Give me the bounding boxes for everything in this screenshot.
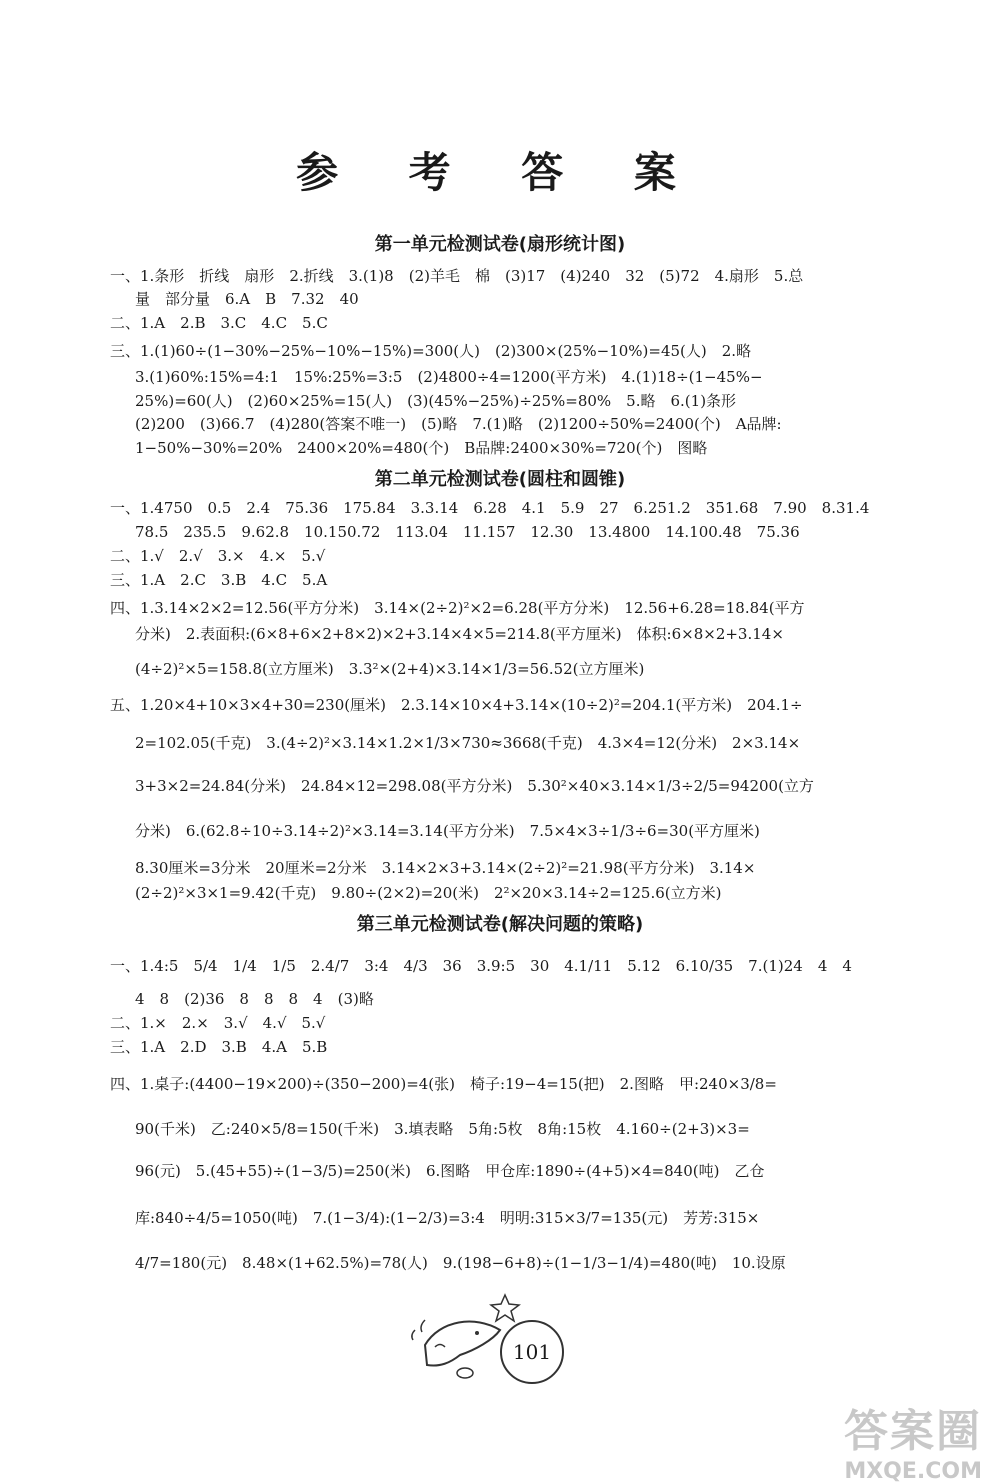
answer-line: 一、1.4750 0.5 2.4 75.36 175.84 3.3.14 6.28 4.1 5.9 27 6.251.2 351.68 7.90 8.31.4 bbox=[110, 499, 870, 517]
answer-line: 4/7=180(元) 8.48×(1+62.5%)=78(人) 9.(198−6+8)÷(1−1/3−1/4)=480(吨) 10.设原 bbox=[135, 1254, 786, 1272]
answer-line: 78.5 235.5 9.62.8 10.150.72 113.04 11.157 12.30 13.4800 14.100.48 75.36 bbox=[135, 523, 800, 541]
answer-line: 四、1.桌子:(4400−19×200)÷(350−200)=4(张) 椅子:19−4=15(把) 2.图略 甲:240×3/8= bbox=[110, 1075, 777, 1093]
section-heading-1: 第一单元检测试卷(扇形统计图) bbox=[374, 234, 626, 255]
answer-line: (2÷2)²×3×1=9.42(千克) 9.80÷(2×2)=20(米) 2²×20×3.14÷2=125.6(立方米) bbox=[135, 884, 722, 902]
answer-line: 96(元) 5.(45+55)÷(1−3/5)=250(米) 6.图略 甲仓库:1890÷(4+5)×4=840(吨) 乙仓 bbox=[135, 1162, 765, 1180]
answer-line: 3.(1)60%:15%=4:1 15%:25%=3:5 (2)4800÷4=1200(平方米) 4.(1)18÷(1−45%− bbox=[135, 368, 763, 386]
answer-line: 二、1.× 2.× 3.√ 4.√ 5.√ bbox=[110, 1014, 326, 1032]
answer-line: 三、1.A 2.D 3.B 4.A 5.B bbox=[110, 1038, 328, 1056]
answer-line: 四、1.3.14×2×2=12.56(平方分米) 3.14×(2÷2)²×2=6.28(平方分米) 12.56+6.28=18.84(平方 bbox=[110, 599, 805, 617]
answer-line: 二、1.√ 2.√ 3.× 4.× 5.√ bbox=[110, 547, 326, 565]
answer-line: (4÷2)²×5=158.8(立方厘米) 3.3²×(2+4)×3.14×1/3=56.52(立方厘米) bbox=[135, 660, 645, 678]
answer-line: 三、1.(1)60÷(1−30%−25%−10%−15%)=300(人) (2)300×(25%−10%)=45(人) 2.略 bbox=[110, 342, 752, 360]
answer-line: 2=102.05(千克) 3.(4÷2)²×3.14×1.2×1/3×730≈3668(千克) 4.3×4=12(分米) 2×3.14× bbox=[135, 734, 801, 752]
watermark-logo bbox=[844, 1395, 982, 1484]
answer-line: 3+3×2=24.84(分米) 24.84×12=298.08(平方分米) 5.30²×40×3.14×1/3÷2/5=94200(立方 bbox=[135, 777, 814, 795]
answer-line: 4 8 (2)36 8 8 8 4 (3)略 bbox=[135, 990, 374, 1008]
answer-line: 三、1.A 2.C 3.B 4.C 5.A bbox=[110, 571, 328, 589]
page-title: 参 考 答 案 bbox=[296, 148, 704, 197]
watermark-main: 答案圈 bbox=[844, 1406, 982, 1457]
answer-line: (2)200 (3)66.7 (4)280(答案不唯一) (5)略 7.(1)略 (2)1200÷50%=2400(个) A品牌: bbox=[135, 415, 782, 433]
section-heading-3: 第三单元检测试卷(解决问题的策略) bbox=[356, 914, 644, 935]
answer-line: 25%)=60(人) (2)60×25%=15(人) (3)(45%−25%)÷25%=80% 5.略 6.(1)条形 bbox=[135, 392, 737, 410]
watermark-sub: MXQE.COM bbox=[844, 1459, 982, 1484]
section-heading-2: 第二单元检测试卷(圆柱和圆锥) bbox=[374, 469, 626, 490]
answer-line: 二、1.A 2.B 3.C 4.C 5.C bbox=[110, 314, 328, 332]
answer-line: 库:840÷4/5=1050(吨) 7.(1−3/4):(1−2/3)=3:4 明明:315×3/7=135(元) 芳芳:315× bbox=[135, 1209, 760, 1227]
answer-line: 量 部分量 6.A B 7.32 40 bbox=[135, 290, 359, 308]
answer-line: 90(千米) 乙:240×5/8=150(千米) 3.填表略 5角:5枚 8角:15枚 4.160÷(2+3)×3= bbox=[135, 1120, 750, 1138]
answer-line: 1−50%−30%=20% 2400×20%=480(个) B品牌:2400×30%=720(个) 图略 bbox=[135, 439, 708, 457]
page-number: 101 bbox=[500, 1320, 564, 1384]
answer-line: 分米) 2.表面积:(6×8+6×2+8×2)×2+3.14×4×5=214.8(平方厘米) 体积:6×8×2+3.14× bbox=[135, 625, 784, 643]
answer-line: 五、1.20×4+10×3×4+30=230(厘米) 2.3.14×10×4+3.14×(10÷2)²=204.1(平方米) 204.1÷ bbox=[110, 696, 803, 714]
answer-line: 8.30厘米=3分米 20厘米=2分米 3.14×2×3+3.14×(2÷2)²=21.98(平方分米) 3.14× bbox=[135, 859, 756, 877]
answer-line: 分米) 6.(62.8÷10÷3.14÷2)²×3.14=3.14(平方分米) 7.5×4×3÷1/3÷6=30(平方厘米) bbox=[135, 822, 760, 840]
answer-line: 一、1.条形 折线 扇形 2.折线 3.(1)8 (2)羊毛 棉 (3)17 (4)240 32 (5)72 4.扇形 5.总 bbox=[110, 267, 804, 285]
answer-line: 一、1.4:5 5/4 1/4 1/5 2.4/7 3:4 4/3 36 3.9:5 30 4.1/11 5.12 6.10/35 7.(1)24 4 4 bbox=[110, 957, 852, 975]
